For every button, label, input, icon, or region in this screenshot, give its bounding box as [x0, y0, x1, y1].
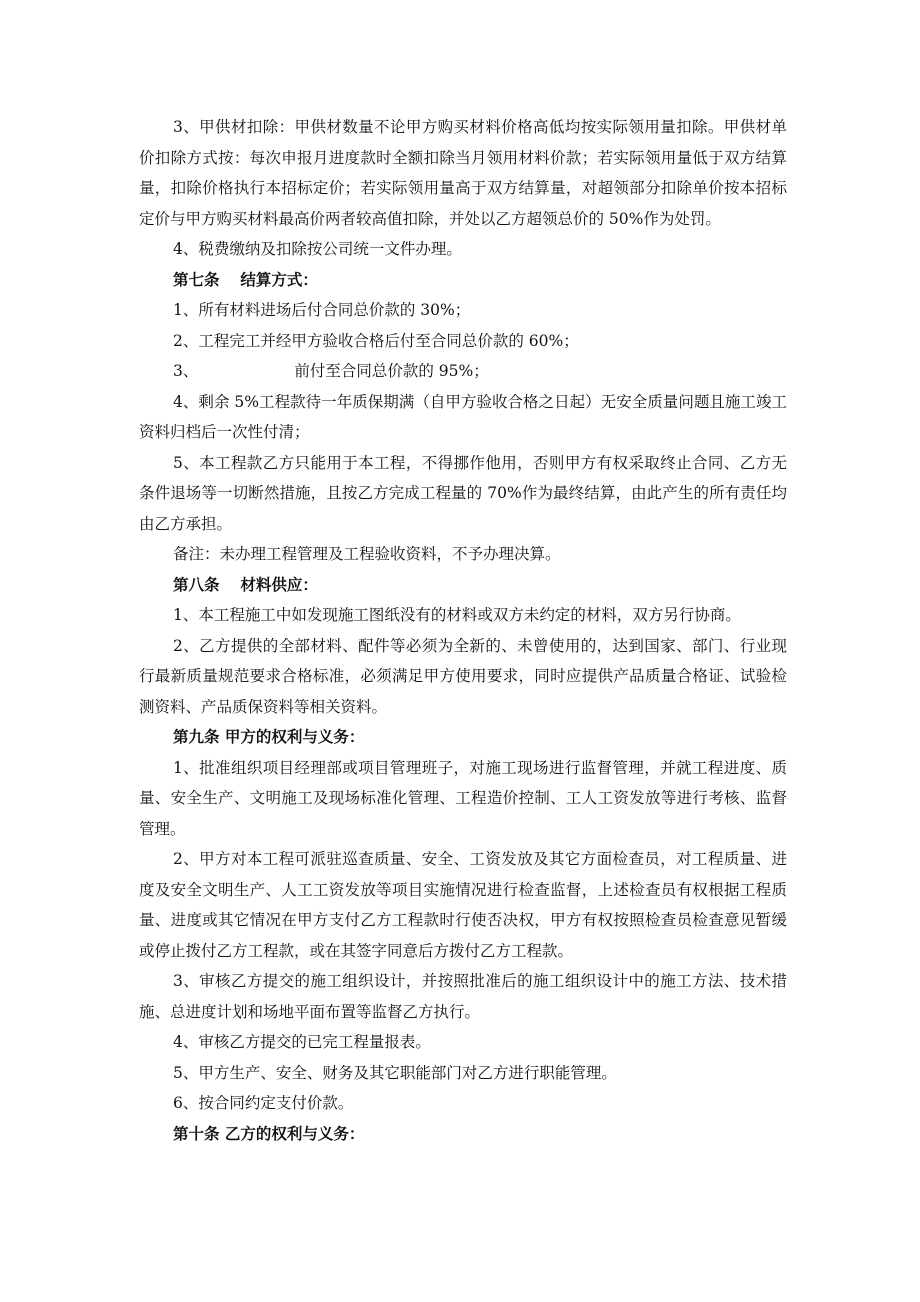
paragraph-8-2: 2、乙方提供的全部材料、配件等必须为全新的、未曾使用的，达到国家、部门、行业现行最新质量规范要求合格标准，必须满足甲方使用要求，同时应提供产品质量合格证、试验检测资料、产品质保资料等相关资料。 — [139, 636, 787, 716]
paragraph-8-1: 1、本工程施工中如发现施工图纸没有的材料或双方未约定的材料，双方另行协商。 — [173, 606, 741, 624]
heading-article-10: 第十条 乙方的权利与义务： — [173, 1123, 365, 1143]
paragraph-remark: 备注：未办理工程管理及工程验收资料，不予办理决算。 — [173, 545, 561, 563]
paragraph-9-4: 4、审核乙方提交的已完工程量报表。 — [173, 1033, 431, 1051]
paragraph-7-3-text: 前付至合同总价款的 95%； — [294, 362, 489, 380]
paragraph-9-1: 1、批准组织项目经理部或项目管理班子，对施工现场进行监督管理，并就工程进度、质量、安全生产、文明施工及现场标准化管理、工程造价控制、工人工资发放等进行考核、监督管理。 — [139, 758, 787, 838]
paragraph-9-6: 6、按合同约定支付价款。 — [173, 1094, 354, 1112]
heading-article-9: 第九条 甲方的权利与义务： — [173, 727, 365, 746]
paragraph-7-3 — [139, 356, 787, 387]
paragraph-9-3: 3、审核乙方提交的施工组织设计，并按照批准后的施工组织设计中的施工方法、技术措施、总进度计划和场地平面布置等监督乙方执行。 — [139, 972, 787, 1021]
paragraph-7-3-number: 3、 — [173, 362, 199, 380]
paragraph-7-2: 2、工程完工并经甲方验收合格后付至合同总价款的 60%； — [173, 331, 579, 350]
document-body — [139, 112, 787, 1149]
paragraph-7-4: 4、剩余 5%工程款待一年质保期满（自甲方验收合格之日起）无安全质量问题且施工竣工资料归档后一次性付清； — [139, 392, 787, 441]
paragraph-9-5: 5、甲方生产、安全、财务及其它职能部门对乙方进行职能管理。 — [173, 1063, 617, 1082]
paragraph-9-2: 2、甲方对本工程可派驻巡查质量、安全、工资发放及其它方面检查员，对工程质量、进度及安全文明生产、人工工资发放等项目实施情况进行检查监督，上述检查员有权根据工程质量、进度或其它情况在甲方支付乙方工程款时行使否决权，甲方有权按照检查员检查意见暂缓或停止拨付乙方工程款，或在其签字同意后方拨付乙方工程款。 — [139, 850, 787, 960]
heading-article-7: 第七条 结算方式： — [173, 269, 318, 289]
paragraph-supplied-material-deduction: 3、甲供材扣除：甲供材数量不论甲方购买材料价格高低均按实际领用量扣除。甲供材单价扣除方式按：每次申报月进度款时全额扣除当月领用材料价款；若实际领用量低于双方结算量，扣除价格执行本招标定价；若实际领用量高于双方结算量，对超领部分扣除单价按本招标定价与甲方购买材料最高价两者较高值扣除，并处以乙方超领总价的 50%作为处罚。 — [139, 118, 787, 228]
paragraph-7-5: 5、本工程款乙方只能用于本工程，不得挪作他用，否则甲方有权采取终止合同、乙方无条件退场等一切断然措施，且按乙方完成工程量的 70%作为最终结算，由此产生的所有责任均由乙方承担。 — [139, 453, 787, 533]
heading-article-8: 第八条 材料供应： — [173, 574, 318, 594]
paragraph-7-1: 1、所有材料进场后付合同总价款的 30%； — [173, 301, 471, 319]
paragraph-tax-payment: 4、税费缴纳及扣除按公司统一文件办理。 — [173, 240, 462, 258]
